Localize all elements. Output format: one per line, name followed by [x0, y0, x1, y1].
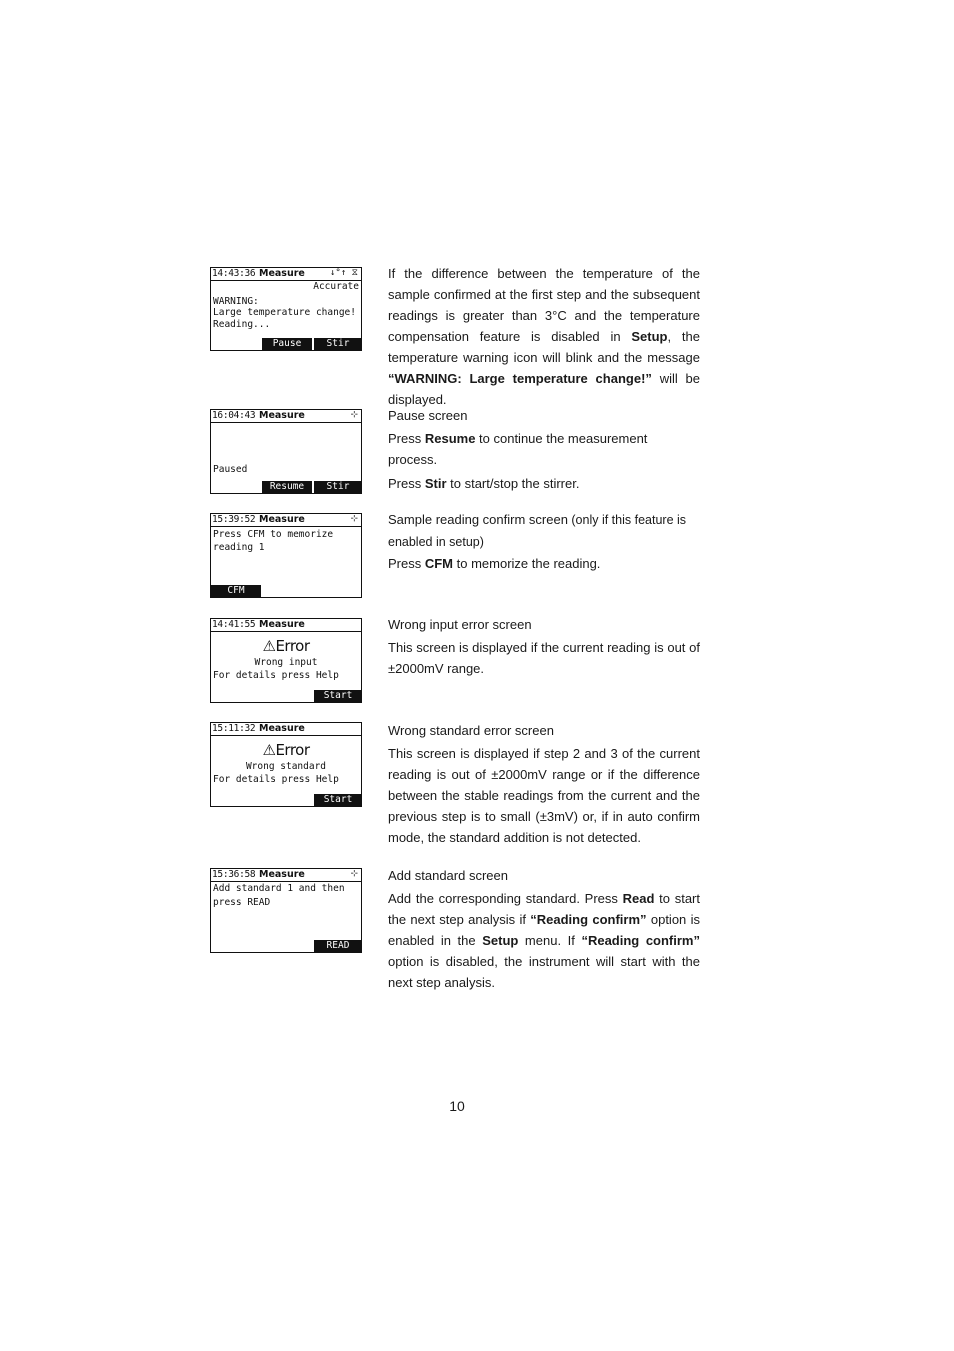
- warning-triangle-icon: ⚠: [262, 741, 276, 759]
- lcd-mode: Measure: [259, 268, 305, 279]
- lcd-screen-confirm: [210, 513, 362, 598]
- section-heading: Wrong standard error screen: [388, 723, 554, 738]
- pause-softkey[interactable]: Pause: [262, 338, 312, 350]
- section-wrong-standard: [388, 720, 700, 848]
- softkey-bar: [211, 940, 361, 952]
- lcd-line: WARNING:: [213, 296, 259, 307]
- lcd-line: Add standard 1 and then: [213, 883, 345, 894]
- error-title: ⚠Error: [262, 741, 310, 759]
- lcd-time: 15:11:32: [212, 723, 256, 734]
- section-confirm-screen: [388, 509, 700, 574]
- lcd-body: [213, 464, 359, 475]
- lcd-header: [211, 723, 361, 736]
- lcd-mode: Measure: [259, 869, 305, 880]
- page-number: 10: [449, 1098, 465, 1114]
- stirrer-icon: ⊹: [350, 514, 358, 524]
- softkey-bar: [211, 690, 361, 702]
- stirrer-icon: ⊹: [350, 869, 358, 879]
- lcd-body: [213, 281, 359, 330]
- lcd-mode: Measure: [259, 514, 305, 525]
- section-wrong-input: [388, 614, 700, 679]
- lcd-time: 14:41:55: [212, 619, 256, 630]
- lcd-line: Paused: [213, 464, 248, 475]
- section-heading: Pause screen: [388, 408, 468, 423]
- lcd-line: Large temperature change!: [213, 307, 356, 318]
- lcd-line: reading 1: [213, 542, 265, 553]
- stirrer-icon: ⊹: [350, 410, 358, 420]
- lcd-body: [213, 528, 359, 554]
- error-title: ⚠Error: [262, 637, 310, 655]
- lcd-header: [211, 410, 361, 423]
- paragraph: If the difference between the temperature of the sample confirmed at the first step and the subsequent readings is greater than 3°C and the temperature compensation feature is disabled in Setup, the temperature warning icon will blink and the message “WARNING: Large temperature change!” will be displayed.: [388, 266, 701, 407]
- paragraph: This screen is displayed if step 2 and 3 of the current reading is out of ±2000mV range or if the difference between the stable readings from the current and the previous step is to small (±3mV) or, if in auto confirm mode, the standard addition is not detected.: [388, 746, 700, 845]
- lcd-line: Press CFM to memorize: [213, 529, 334, 540]
- lcd-header: [211, 869, 361, 882]
- paragraph: Press Resume to continue the measurement process.: [388, 431, 648, 467]
- section-add-standard: [388, 865, 700, 993]
- lcd-line: press READ: [213, 897, 271, 908]
- lcd-screen-paused: [210, 409, 362, 494]
- softkey-bar: [211, 481, 361, 493]
- lcd-line: Reading...: [213, 319, 271, 330]
- lcd-header: [211, 619, 361, 632]
- lcd-mode: Measure: [259, 619, 305, 630]
- softkey-bar: [211, 794, 361, 806]
- lcd-mode: Measure: [259, 723, 305, 734]
- stir-softkey[interactable]: Stir: [314, 338, 362, 350]
- lcd-screen-wrong-standard: [210, 722, 362, 807]
- lcd-line: Wrong input: [254, 657, 318, 668]
- cfm-softkey[interactable]: CFM: [211, 585, 261, 597]
- softkey-bar: [211, 338, 361, 350]
- lcd-screen-temperature-warning: [210, 267, 362, 351]
- section-heading: Wrong input error screen: [388, 617, 532, 632]
- section-pause-screen: [388, 405, 700, 494]
- section-temperature-warning: [388, 263, 700, 410]
- lcd-line: For details press Help: [213, 670, 339, 681]
- lcd-body: [213, 882, 359, 910]
- start-softkey[interactable]: Start: [314, 690, 362, 702]
- lcd-screen-add-standard: [210, 868, 362, 953]
- lcd-time: 16:04:43: [212, 410, 256, 421]
- lcd-line: For details press Help: [213, 774, 339, 785]
- temperature-warning-icon: ↓°↑ ⧖: [330, 268, 358, 278]
- paragraph: Press Stir to start/stop the stirrer.: [388, 476, 580, 491]
- lcd-body: [213, 636, 359, 682]
- stir-softkey[interactable]: Stir: [314, 481, 362, 493]
- softkey-bar: [211, 585, 361, 597]
- section-heading: Add standard screen: [388, 868, 508, 883]
- lcd-time: 15:36:58: [212, 869, 256, 880]
- lcd-body: [213, 740, 359, 786]
- lcd-header: [211, 268, 361, 281]
- lcd-screen-wrong-input: [210, 618, 362, 703]
- lcd-time: 14:43:36: [212, 268, 256, 279]
- lcd-time: 15:39:52: [212, 514, 256, 525]
- lcd-mode: Measure: [259, 410, 305, 421]
- lcd-header: [211, 514, 361, 527]
- lcd-line: Wrong standard: [245, 761, 327, 772]
- lcd-status: Accurate: [313, 281, 359, 292]
- start-softkey[interactable]: Start: [314, 794, 362, 806]
- resume-softkey[interactable]: Resume: [262, 481, 312, 493]
- paragraph: Press CFM to memorize the reading.: [388, 556, 601, 571]
- paragraph: Add the corresponding standard. Press Read to start the next step analysis if “Reading confirm” option is enabled in the Setup menu. If “Reading confirm” option is disabled, the instrument will start with the next step analysis.: [388, 891, 700, 990]
- paragraph: This screen is displayed if the current reading is out of ±2000mV range.: [388, 640, 700, 676]
- read-softkey[interactable]: READ: [314, 940, 362, 952]
- warning-triangle-icon: ⚠: [262, 637, 276, 655]
- paragraph: Sample reading confirm screen (only if this feature is enabled in setup): [388, 512, 687, 549]
- section-heading: Sample reading confirm screen: [388, 512, 568, 527]
